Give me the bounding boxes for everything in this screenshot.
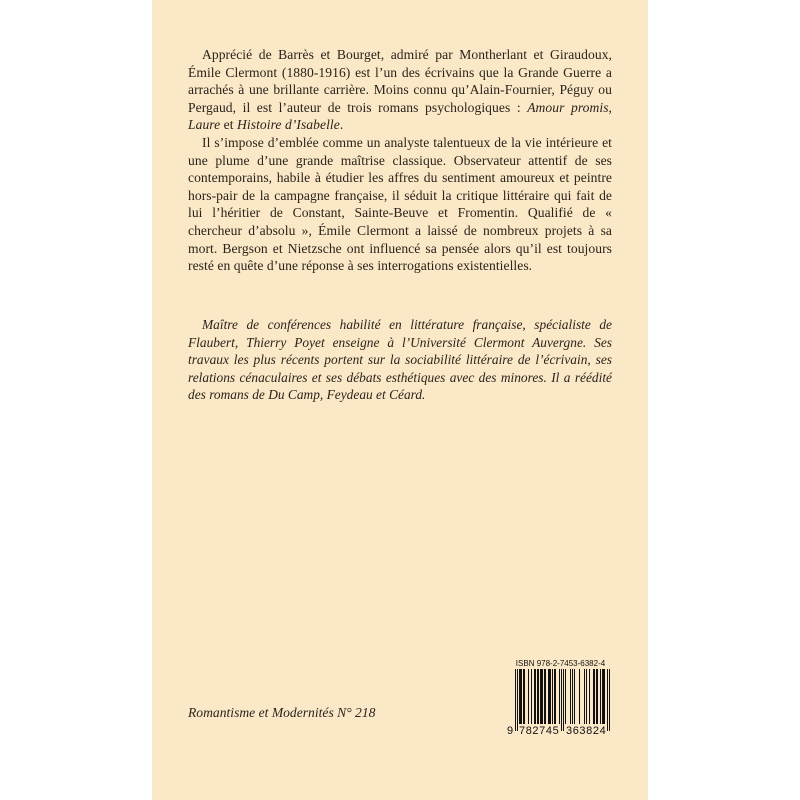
barcode-bar [589, 669, 590, 724]
blurb [188, 46, 612, 275]
barcode-bar [555, 669, 556, 724]
novel-title-laure: Laure [188, 117, 221, 133]
blurb-paragraph-2: Il s’impose d’emblée comme un analyste talentueux de la vie intérieure et une plume d’une grande maîtrise classique. Observateur attentif de ses contemporains, habile à étudier les affres du sentiment amoureux et peintre hors-pair de la campagne française, il séduit la critique littéraire qui fait de lui l’héritier de Constant, Sainte-Beuve et Fromentin. Qualifié de « chercheur d’absolu », Émile Clermont a laissé de nombreux projets à sa mort. Bergson et Nietzsche ont influencé sa pensée alors qu’il est toujours resté en quête d’une réponse à ses interrogations existentielles. [188, 134, 612, 274]
barcode-bars [507, 669, 614, 731]
barcode-bar [607, 669, 608, 731]
barcode-bar [554, 669, 555, 724]
barcode-bar [520, 669, 521, 724]
barcode-bar [545, 669, 546, 724]
barcode-bar [574, 669, 575, 724]
period: . [339, 117, 344, 133]
barcode-bar [603, 669, 604, 724]
ean-left-group: 782745 [519, 725, 560, 737]
ean-digits [507, 725, 614, 738]
barcode-bar [561, 669, 562, 731]
series-label: Romantisme et Modernités N° 218 [188, 705, 376, 720]
separator: , [608, 99, 612, 115]
barcode-bar [593, 669, 594, 724]
barcode-bar [550, 669, 551, 724]
barcode-bar [537, 669, 538, 724]
blurb-text: Apprécié de Barrès et Bourget, admiré par Montherlant et Giraudoux, Émile Clermont (1880-1916) est l’un des écrivains que la Grande Guerre a arrachés à une brillante carrière. Moins connu qu’Alain-Fournier, Péguy ou Pergaud, il est l’auteur de trois romans psychologiques : [188, 47, 612, 115]
barcode-bar [604, 669, 605, 724]
separator: et [220, 117, 238, 133]
barcode-bar [584, 669, 585, 724]
barcode-bar [521, 669, 522, 724]
barcode-bar [596, 669, 597, 724]
barcode-bar [609, 669, 610, 731]
barcode-bar [517, 669, 518, 731]
barcode-bar [534, 669, 535, 724]
barcode-bar [519, 669, 520, 724]
barcode-bar [528, 669, 529, 724]
barcode-bar [524, 669, 525, 724]
blurb-paragraph-1 [188, 46, 612, 134]
ean-right-group: 363824 [566, 725, 607, 737]
barcode-bar [541, 669, 542, 724]
isbn-barcode [507, 659, 614, 738]
barcode-bar [559, 669, 560, 724]
barcode-bar [594, 669, 595, 724]
barcode-bar [544, 669, 545, 724]
barcode-bar [523, 669, 524, 724]
barcode-bar [586, 669, 587, 724]
barcode-bar [535, 669, 536, 724]
barcode-bar [565, 669, 566, 724]
barcode-bar [579, 669, 580, 724]
barcode-bar [538, 669, 539, 724]
ean-first-digit: 9 [507, 725, 514, 737]
barcode-bar [570, 669, 571, 724]
author-bio: Maître de conférences habilité en littérature française, spécialiste de Flaubert, Thierry Poyet enseigne à l’Université Clermont Auvergne. Ses travaux les plus récents portent sur la sociabilité littéraire de l’écrivain, ses relations cénaculaires et ses débats esthétiques avec des minores. Il a réédité des romans de Du Camp, Feydeau et Céard. [188, 317, 612, 403]
barcode-bar [563, 669, 564, 731]
barcode-bar [549, 669, 550, 724]
barcode-bar [515, 669, 516, 731]
barcode-bar [597, 669, 598, 724]
barcode-bar [552, 669, 553, 724]
barcode-bar [540, 669, 541, 724]
barcode-bar [531, 669, 532, 724]
barcode-bar [542, 669, 543, 724]
novel-title-amour-promis: Amour promis [527, 99, 609, 115]
isbn-label: ISBN 978-2-7453-6382-4 [515, 659, 606, 668]
barcode-bar [572, 669, 573, 724]
novel-title-histoire-isabelle: Histoire d’Isabelle [237, 117, 340, 133]
barcode-bar [602, 669, 603, 724]
barcode-bar [600, 669, 601, 724]
barcode-bar [548, 669, 549, 724]
